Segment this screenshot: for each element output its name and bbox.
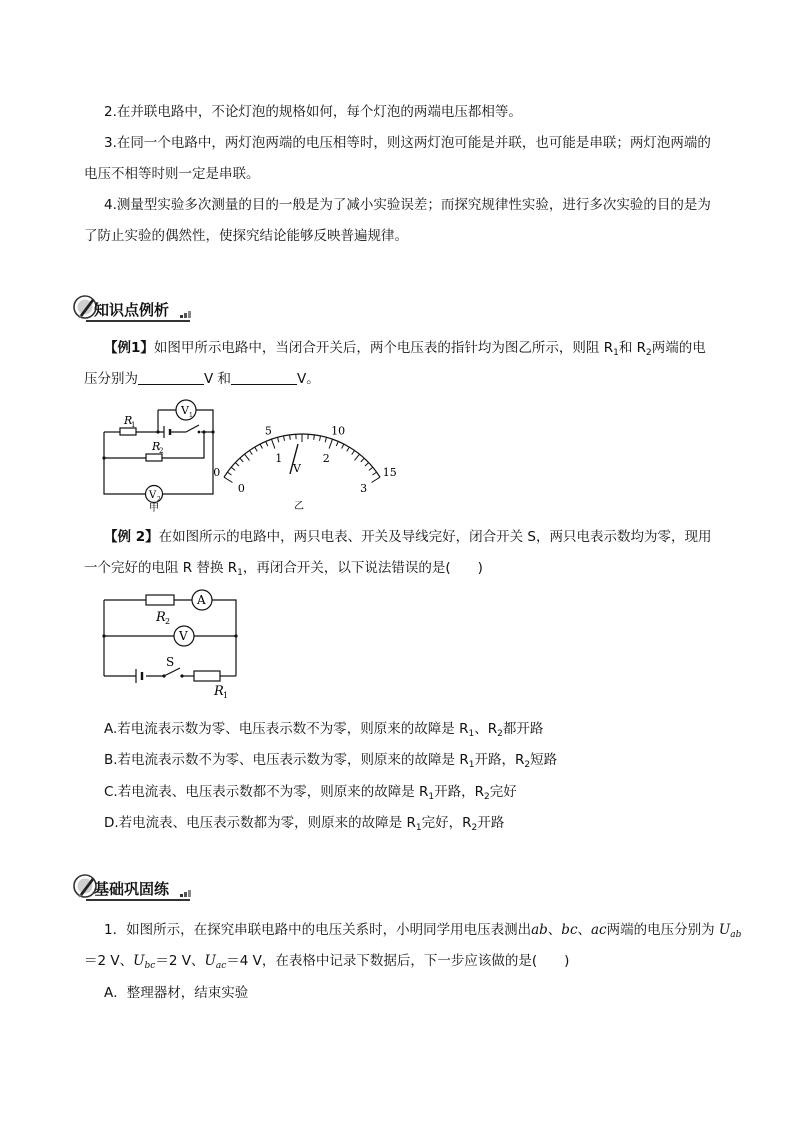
decor-dots-icon	[180, 311, 192, 321]
dial-outer-label: 15	[382, 466, 397, 479]
dial-tick	[347, 447, 350, 451]
dial-tick	[245, 454, 250, 460]
section-title: 知识点例析	[94, 301, 170, 319]
example2-tag: 【例 2】	[104, 529, 159, 545]
answer-blank-2[interactable]	[231, 372, 297, 385]
svg-text:R: R	[152, 440, 161, 453]
dial-inner-label: 2	[322, 452, 330, 466]
example2-line2: 一个完好的电阻 R 替换 $R_1$，再闭合开关，以下说法错误的是( )	[84, 560, 483, 578]
dial-tick	[355, 454, 360, 460]
dial-tick	[369, 467, 373, 470]
dial-tick	[250, 451, 253, 455]
resistor-r2	[146, 454, 162, 461]
dial-tick	[284, 436, 285, 441]
example1-line1: 【例1】如图甲所示电路中，当闭合开关后，两个电压表的指针均为图乙所示，则阻 $R_1$和 $R_2$两端的电	[104, 340, 706, 358]
example2-line1: 【例 2】在如图所示的电路中，两只电表、开关及导线完好，闭合开关 S，两只电表示数均为零，现用	[104, 529, 712, 545]
section-title: 基础巩固练	[94, 880, 170, 898]
dial-inner-label: 1	[275, 452, 283, 466]
resistor-r1	[120, 428, 136, 435]
dial-tick	[260, 444, 262, 448]
dial-tick	[372, 477, 381, 482]
intro-point-2: 2.在并联电路中，不论灯泡的规格如何，每个灯泡的两端电压都相等。	[104, 104, 522, 120]
option-c: C.若电流表、电压表示数都不为零，则原来的故障是 $R_1$开路，$R_2$完好	[104, 784, 517, 802]
dial-unit: V	[293, 462, 301, 475]
option-d: D.若电流表、电压表示数都为零，则原来的故障是 $R_1$完好，$R_2$开路	[104, 815, 505, 833]
dial-tick	[278, 437, 279, 442]
dial-tick	[373, 472, 377, 475]
intro-point-4: 4.测量型实验多次测量的目的一般是为了减小实验误差；而探究规律性实验，进行多次实验的目的是为了防止实验的偶然性，使探究结论能够反映普遍规律。	[84, 197, 711, 244]
question1-line2: ＝2 V、$U_{bc}=2$ V、$U_{ac}=4$ V，在表格中记录下数据后，下一步应该做的是( )	[84, 953, 570, 971]
dial-tick	[231, 467, 235, 470]
dial-tick	[224, 477, 233, 482]
dial-tick	[255, 447, 258, 451]
answer-blank-1[interactable]	[138, 372, 204, 385]
voltmeter-dial-yi	[213, 408, 397, 512]
dial-tick	[290, 435, 291, 440]
dial-tick	[240, 458, 243, 462]
dial-inner-label: 0	[237, 481, 245, 495]
svg-text:1: 1	[189, 412, 193, 419]
svg-text:R: R	[124, 414, 133, 427]
dial-tick	[342, 444, 344, 448]
caption-jia: 甲	[149, 503, 159, 514]
svg-text:1: 1	[131, 421, 136, 429]
svg-text:A: A	[197, 593, 206, 607]
dial-tick	[272, 439, 275, 448]
dial-tick	[235, 463, 239, 466]
example1-tag: 【例1】	[104, 340, 154, 356]
section-header-examples	[72, 293, 202, 327]
question1-option-a: A．整理器材，结束实验	[104, 985, 249, 1001]
circuit-diagram-example2	[98, 590, 244, 702]
section-header-practice	[72, 872, 202, 906]
dial-outer-label: 5	[264, 424, 272, 438]
svg-text:R: R	[156, 610, 166, 625]
svg-text:R: R	[214, 684, 224, 699]
dial-tick	[352, 451, 355, 455]
dial-tick	[365, 463, 369, 466]
dial-tick	[361, 458, 364, 462]
svg-text:1: 1	[223, 691, 229, 700]
example1-line2: 压分别为 V 和 V。	[84, 371, 320, 387]
svg-text:V: V	[181, 404, 189, 417]
svg-text:V: V	[149, 490, 157, 501]
caption-yi: 乙	[294, 501, 304, 512]
svg-text:2: 2	[159, 447, 164, 455]
circuit-diagram-jia	[96, 398, 226, 514]
decor-dots-icon	[180, 890, 192, 900]
question1-line1: 1．如图所示，在探究串联电路中的电压关系时，小明同学用电压表测出ab、bc、ac两端的电压分别为 $U_{ab}$	[104, 922, 742, 940]
dial-tick	[329, 439, 332, 448]
dial-outer-label: 0	[213, 466, 221, 479]
section-underline	[86, 320, 190, 322]
dial-outer-label: 10	[331, 424, 346, 438]
svg-text:V: V	[179, 629, 188, 643]
option-a: A.若电流表示数为零、电压表示数不为零，则原来的故障是 $R_1$、$R_2$都开路	[104, 721, 544, 739]
dial-tick	[320, 436, 321, 441]
option-b: B.若电流表示数不为零、电压表示数为零，则原来的故障是 $R_1$开路，$R_2$短路	[104, 752, 558, 770]
resistor-r1	[194, 671, 220, 681]
dial-tick	[314, 435, 315, 440]
dial-tick	[266, 441, 268, 446]
svg-text:2: 2	[165, 617, 171, 626]
intro-point-3: 3.在同一个电路中，两灯泡两端的电压相等时，则这两灯泡可能是并联，也可能是串联；两灯泡两端的电压不相等时则一定是串联。	[84, 135, 711, 182]
resistor-r2	[146, 595, 174, 605]
section-underline	[86, 899, 190, 901]
svg-text:2: 2	[157, 496, 161, 503]
dial-tick	[336, 441, 338, 446]
dial-tick	[325, 437, 326, 442]
dial-tick	[227, 472, 231, 475]
dial-inner-label: 3	[360, 481, 368, 495]
svg-text:S: S	[166, 655, 175, 669]
